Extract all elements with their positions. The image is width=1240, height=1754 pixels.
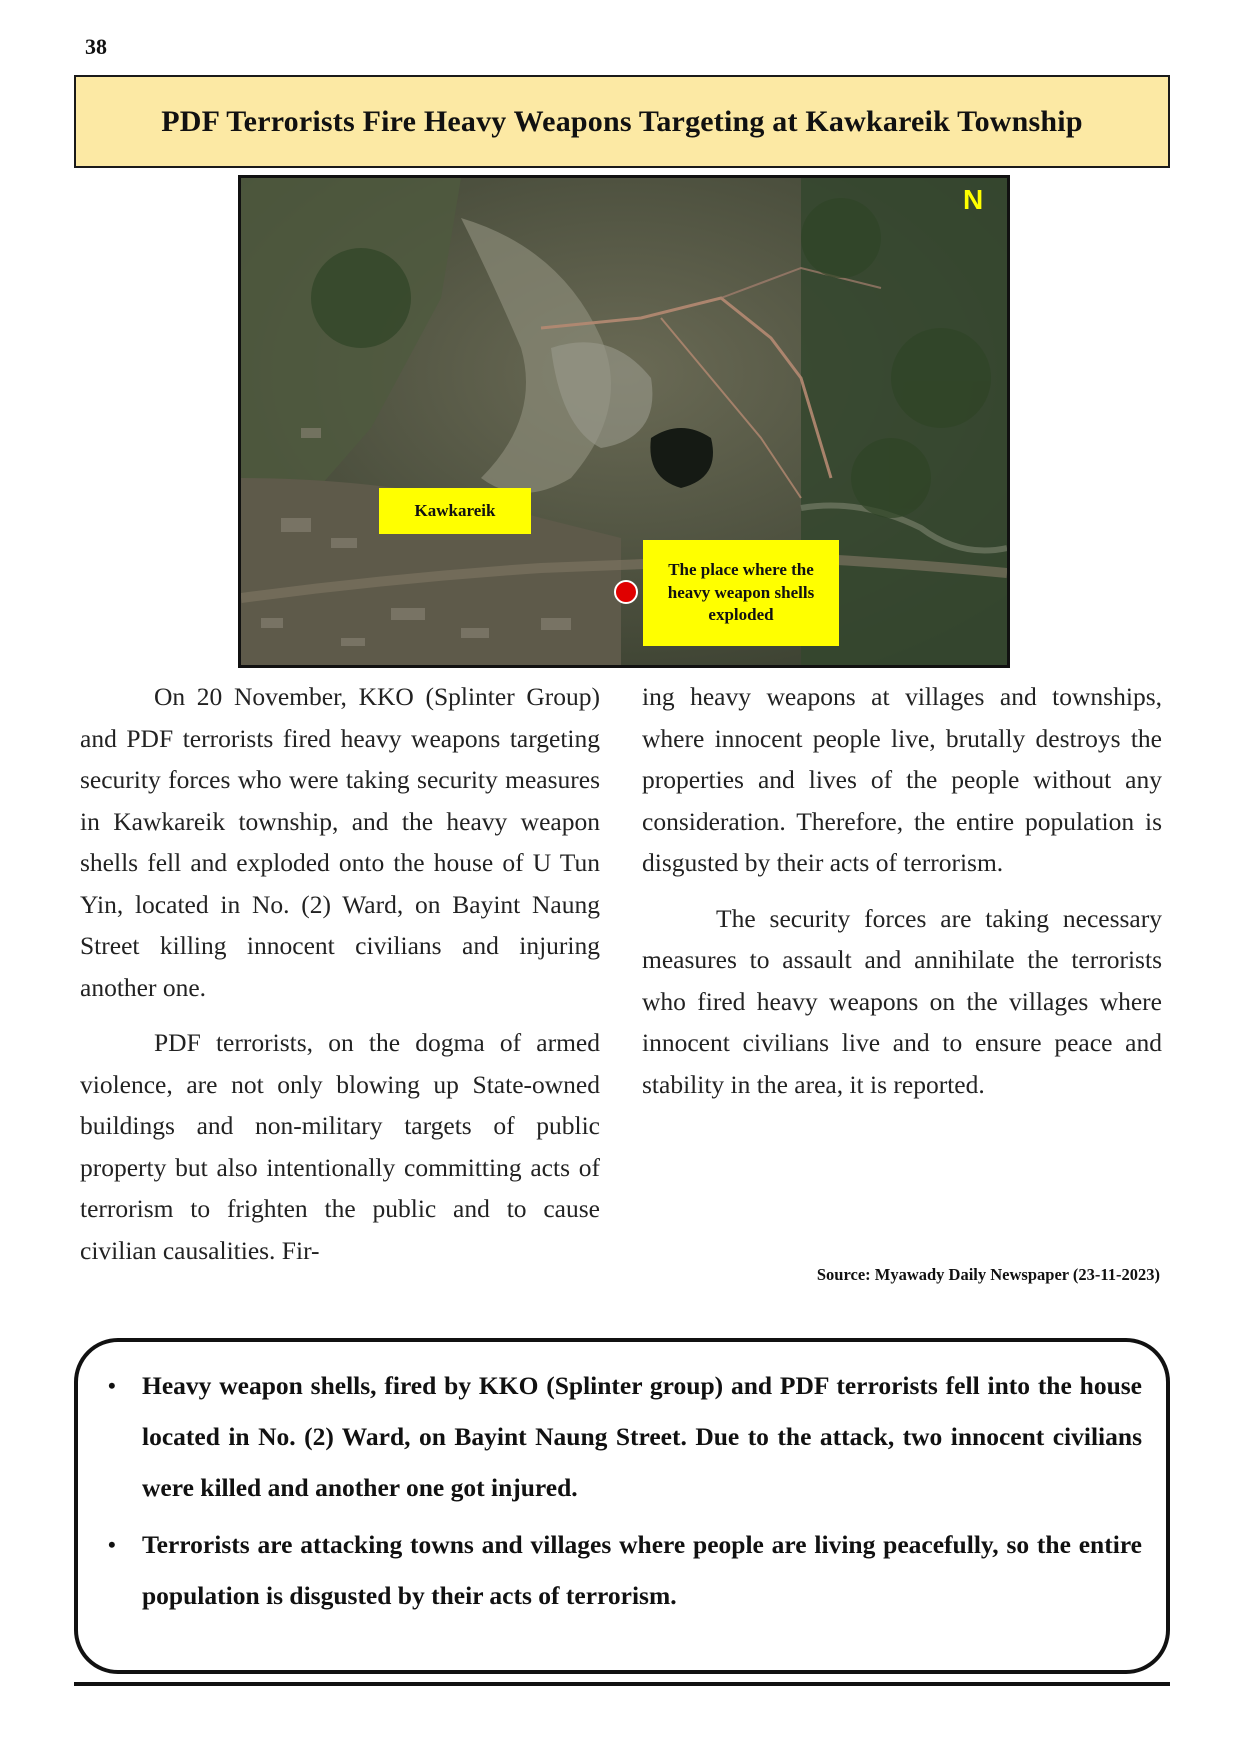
source-citation: Source: Myawady Daily Newspaper (23-11-2023) — [816, 1265, 1160, 1284]
satellite-map — [238, 175, 1010, 668]
title-banner — [74, 75, 1170, 168]
article-column-right — [642, 676, 1162, 1119]
page-number: 38 — [85, 34, 107, 59]
explosion-location-marker — [614, 580, 638, 604]
article-paragraph: ing heavy weapons at villages and townships, where innocent people live, brutally destroys the properties and lives of the people without any consideration. Therefore, the entire population is disgusted by their acts of terrorism. — [642, 682, 1162, 877]
town-label: Kawkareik — [379, 488, 531, 534]
bullet-icon: • — [108, 1532, 116, 1557]
article-column-left — [80, 676, 600, 1285]
summary-text: Terrorists are attacking towns and villages where people are living peacefully, so the entire population is disgusted by their acts of terrorism. — [142, 1530, 1142, 1610]
summary-list — [108, 1360, 1142, 1621]
summary-text: Heavy weapon shells, fired by KKO (Splinter group) and PDF terrorists fell into the house located in No. (2) Ward, on Bayint Naung Street. Due to the attack, two innocent civilians were killed and another one got injured. — [142, 1371, 1142, 1502]
page-title: PDF Terrorists Fire Heavy Weapons Targeting at Kawkareik Township — [161, 104, 1083, 138]
bottom-rule — [74, 1682, 1170, 1686]
north-label: N — [963, 184, 984, 215]
article-paragraph: The security forces are taking necessary measures to assault and annihilate the terrorists who fired heavy weapons on the villages where innocent civilians live and to ensure peace and stability in the area, it is reported. — [642, 903, 1162, 1099]
summary-item — [108, 1519, 1142, 1621]
summary-box — [74, 1338, 1170, 1674]
north-arrow-icon — [962, 220, 1010, 668]
summary-item — [108, 1360, 1142, 1513]
explosion-place-label: The place where the heavy weapon shells exploded — [643, 540, 839, 646]
article-paragraph: PDF terrorists, on the dogma of armed violence, are not only blowing up State-owned buildings and non-military targets of public property but also intentionally committing acts of terrorism to frighten the public and to cause civilian causalities. Fir- — [80, 1028, 600, 1265]
article-paragraph: On 20 November, KKO (Splinter Group) and PDF terrorists fired heavy weapons targeting security forces who were taking security measures in Kawkareik township, and the heavy weapon shells fell and exploded onto the house of U Tun Yin, located in No. (2) Ward, on Bayint Naung Street killing innocent civilians and injuring another one. — [80, 682, 600, 1002]
bullet-icon: • — [108, 1373, 116, 1398]
